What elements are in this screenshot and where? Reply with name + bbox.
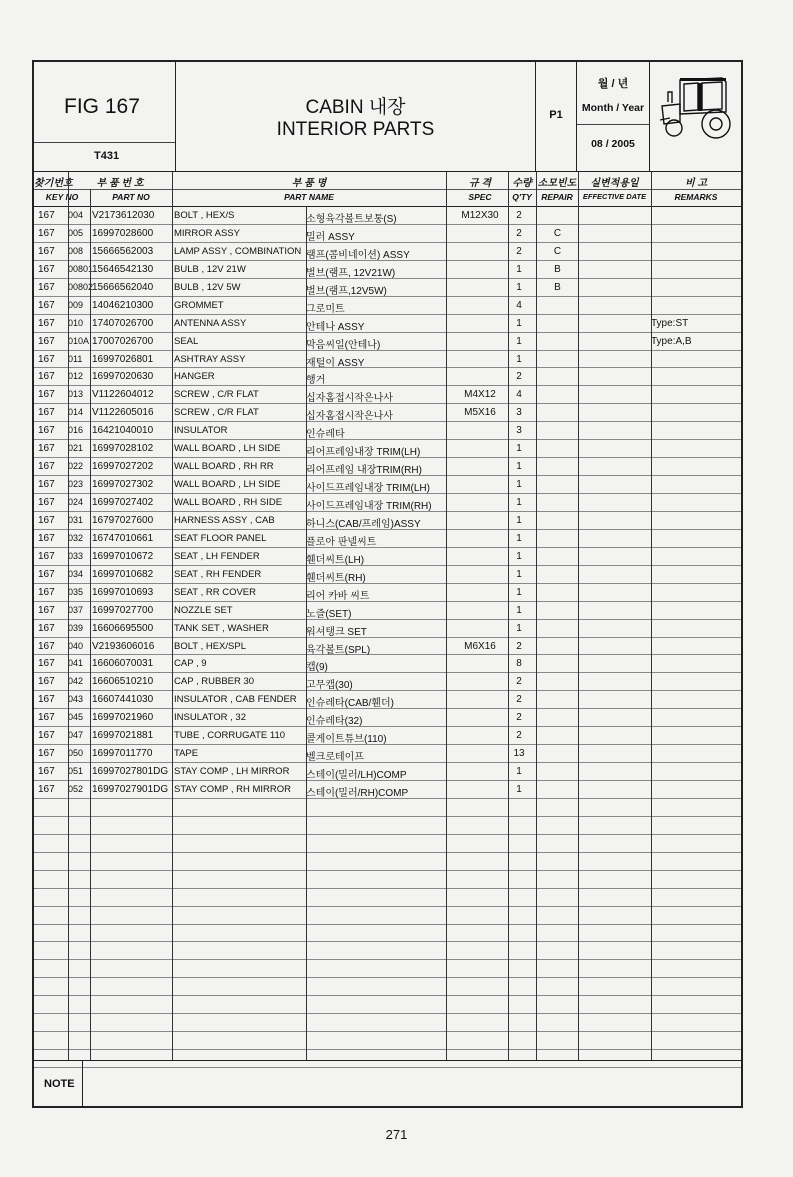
header-qty-kr: 수량 [512, 178, 532, 189]
key-number: 167 [38, 712, 55, 724]
part-name: HANGER [174, 371, 215, 383]
part-name-korean: 밀러 ASSY [306, 231, 355, 243]
part-name-korean: 휀더씨트(LH) [306, 554, 365, 566]
part-number: 16606695500 [92, 622, 154, 634]
key-sub-number: 004 [68, 210, 84, 220]
key-sub-number: 023 [68, 479, 84, 490]
key-number: 167 [38, 604, 55, 616]
part-name: INSULATOR , CAB FENDER [174, 694, 297, 706]
key-number: 167 [38, 245, 55, 257]
part-number: 16606070031 [92, 658, 154, 670]
part-name-korean: 인슈레타(32) [306, 716, 363, 728]
part-number: 16997027901DG [92, 784, 169, 795]
part-number: 17007026700 [92, 335, 154, 347]
table-row [34, 333, 741, 351]
part-number: 17407026700 [92, 317, 154, 329]
empty-row [34, 1014, 741, 1032]
note-row [34, 1060, 741, 1106]
repair-frequency: B [554, 263, 561, 275]
key-number: 167 [38, 443, 55, 455]
table-row [34, 602, 741, 620]
fig-cell [34, 62, 176, 172]
table-row [34, 566, 741, 584]
part-number: 16606510210 [92, 676, 154, 688]
key-sub-number: 010 [68, 317, 84, 328]
header-eff-kr: 실변적용일 [590, 178, 639, 189]
key-sub-number: 037 [68, 604, 84, 615]
header-eff-en: EFFECTIVE DATE [582, 192, 647, 201]
quantity: 1 [516, 586, 522, 598]
empty-row [34, 889, 741, 907]
sheet-header [34, 62, 741, 172]
quantity: 3 [516, 407, 522, 419]
key-number: 167 [38, 479, 55, 491]
part-name: TUBE , CORRUGATE 110 [174, 730, 286, 742]
key-sub-number: 031 [68, 514, 84, 525]
part-name-korean: 소형육각볼트보통(S) [306, 214, 397, 225]
key-number: 167 [38, 568, 55, 580]
quantity: 2 [516, 694, 522, 706]
part-number: 16997010693 [92, 586, 154, 598]
part-name: LAMP ASSY , COMBINATION [174, 245, 302, 257]
part-name: NOZZLE SET [174, 604, 233, 616]
spec: M5X16 [464, 407, 496, 419]
table-row [34, 494, 741, 512]
empty-row [34, 960, 741, 978]
empty-row [34, 978, 741, 996]
part-name: CAP , 9 [174, 658, 207, 670]
key-sub-number: 043 [68, 694, 84, 705]
part-name: SEAT , RH FENDER [174, 568, 262, 580]
key-sub-number: 047 [68, 730, 84, 741]
empty-row [34, 871, 741, 889]
table-row [34, 709, 741, 727]
quantity: 1 [516, 479, 522, 491]
part-name-korean: 인슈레타(CAB/휀더) [306, 698, 394, 710]
key-sub-number: 052 [68, 784, 84, 794]
part-name: WALL BOARD , LH SIDE [174, 443, 281, 455]
key-sub-number: 021 [68, 443, 84, 454]
part-name-korean: 육각볼트(SPL) [306, 644, 371, 656]
part-number: 16997010682 [92, 568, 154, 580]
key-number: 167 [38, 586, 55, 598]
part-name: MIRROR ASSY [174, 227, 240, 239]
table-row [34, 476, 741, 494]
part-name-korean: 리어프레임 내장TRIM(RH) [306, 465, 422, 477]
empty-row [34, 907, 741, 925]
key-sub-number: 042 [68, 676, 84, 687]
table-row [34, 386, 741, 404]
part-name: WALL BOARD , LH SIDE [174, 479, 281, 491]
remarks: Type:A,B [651, 335, 692, 347]
image-cell [650, 62, 741, 172]
empty-row [34, 853, 741, 871]
table-row [34, 297, 741, 315]
table-row [34, 351, 741, 369]
part-number: 16997027202 [92, 461, 154, 473]
part-name-korean: 재털이 ASSY [306, 357, 365, 369]
page-cell [536, 62, 577, 172]
part-number: 16997021960 [92, 712, 154, 724]
repair-frequency: C [553, 227, 562, 239]
part-name: SCREW , C/R FLAT [174, 407, 259, 419]
part-name-korean: 사이드프레임내장 TRIM(RH) [306, 501, 432, 512]
part-name-korean: 휀더씨트(RH) [306, 572, 366, 584]
part-name-korean: 인슈레타 [306, 429, 345, 441]
part-number: 16997020630 [92, 371, 154, 383]
part-name-korean: 십자홈접시작은나사 [306, 411, 393, 423]
quantity: 1 [516, 461, 522, 473]
key-number: 167 [38, 371, 55, 383]
part-name: BULB , 12V 21W [174, 263, 246, 275]
key-number: 167 [38, 532, 55, 544]
key-sub-number: 022 [68, 461, 84, 472]
part-number: 15646542130 [92, 263, 154, 275]
part-name: BOLT , HEX/SPL [174, 640, 246, 652]
part-name: SEAL [174, 335, 199, 347]
key-sub-number: 008 [68, 245, 84, 256]
part-name-korean: 플로아 판넬씨트 [306, 536, 377, 548]
table-row [34, 584, 741, 602]
key-number: 167 [38, 281, 55, 293]
key-number: 167 [38, 640, 55, 652]
page-number: 271 [385, 1127, 408, 1142]
part-name-korean: 캡(9) [306, 662, 328, 674]
parts-sheet [32, 60, 743, 1108]
quantity: 1 [516, 353, 522, 365]
date-cell [577, 62, 650, 172]
parts-table [34, 172, 741, 1060]
key-sub-number: 013 [68, 389, 84, 400]
empty-row [34, 799, 741, 817]
part-name: SCREW , C/R FLAT [174, 389, 259, 401]
empty-row [34, 817, 741, 835]
part-name: CAP , RUBBER 30 [174, 676, 255, 688]
header-name-en: PART NAME [284, 192, 334, 202]
title-korean: CABIN 내장 [305, 97, 406, 118]
part-number: 16797027600 [92, 514, 154, 526]
spec: M12X30 [461, 210, 499, 221]
key-number: 167 [38, 461, 55, 473]
quantity: 1 [516, 604, 522, 616]
key-number: 167 [38, 676, 55, 688]
part-name: INSULATOR [174, 425, 228, 437]
part-name-korean: 행거 [306, 375, 326, 387]
key-number: 167 [38, 730, 55, 742]
table-row [34, 691, 741, 709]
table-row [34, 440, 741, 458]
quantity: 1 [516, 514, 522, 526]
title-cell [176, 62, 536, 172]
tractor-cab-icon [658, 72, 734, 142]
header-spec-en: SPEC [468, 192, 492, 202]
key-sub-number: 024 [68, 497, 84, 507]
key-sub-number: 010A [68, 335, 90, 346]
quantity: 1 [516, 281, 522, 293]
part-number: V1122604012 [92, 389, 154, 401]
key-number: 167 [38, 407, 55, 419]
part-number: 16997026801 [92, 353, 154, 365]
part-name: HARNESS ASSY , CAB [174, 514, 275, 526]
empty-row [34, 942, 741, 960]
table-row [34, 745, 741, 763]
part-number: 16997027801DG [92, 766, 169, 778]
quantity: 2 [516, 730, 522, 742]
spec: M4X12 [464, 389, 496, 401]
quantity: 13 [513, 748, 525, 760]
title-english: INTERIOR PARTS [276, 119, 435, 140]
quantity: 4 [516, 389, 522, 401]
table-row [34, 763, 741, 781]
part-name: TAPE [174, 748, 199, 760]
quantity: 1 [516, 784, 522, 795]
header-qty-en: Q'TY [512, 192, 532, 202]
table-row [34, 404, 741, 422]
table-row [34, 458, 741, 476]
part-number: 15666562003 [92, 245, 154, 257]
part-number: 16997021881 [92, 730, 154, 742]
quantity: 1 [516, 335, 522, 347]
key-number: 167 [38, 317, 55, 329]
repair-frequency: B [554, 281, 561, 293]
part-name: ANTENNA ASSY [174, 317, 247, 329]
quantity: 1 [516, 443, 522, 455]
table-row [34, 261, 741, 279]
quantity: 2 [516, 227, 522, 239]
date-label-korean: 월 / 년 [597, 78, 629, 90]
part-number: 14046210300 [92, 299, 154, 311]
key-sub-number: 051 [68, 766, 84, 777]
note-label: NOTE [44, 1078, 75, 1090]
quantity: 1 [516, 497, 522, 508]
key-number: 167 [38, 497, 55, 508]
header-repair-kr: 소모빈도 [537, 178, 577, 189]
empty-row [34, 925, 741, 943]
header-name-kr: 부 품 명 [291, 178, 327, 189]
empty-row [34, 835, 741, 853]
header-repair-en: REPAIR [541, 192, 573, 202]
key-number: 167 [38, 748, 55, 760]
part-name-korean: 리어 카바 씨트 [306, 590, 370, 602]
quantity: 2 [516, 676, 522, 688]
part-name: GROMMET [174, 299, 224, 311]
key-sub-number: 00801 [68, 263, 94, 274]
empty-row [34, 1032, 741, 1050]
key-sub-number: 00802 [68, 281, 94, 292]
key-sub-number: 005 [68, 227, 84, 238]
key-number: 167 [38, 299, 55, 311]
table-row [34, 620, 741, 638]
table-row [34, 548, 741, 566]
part-name-korean: 그로미트 [306, 303, 345, 315]
part-number: 16607441030 [92, 694, 154, 706]
part-name: WALL BOARD , RH SIDE [174, 497, 283, 508]
table-row [34, 368, 741, 386]
header-spec-kr: 규 격 [468, 178, 492, 189]
key-number: 167 [38, 425, 55, 437]
part-name: STAY COMP , RH MIRROR [174, 784, 292, 795]
key-number: 167 [38, 658, 55, 670]
quantity: 1 [516, 622, 522, 634]
key-sub-number: 050 [68, 748, 84, 759]
part-number: 16997028102 [92, 443, 154, 455]
key-sub-number: 041 [68, 658, 84, 669]
table-row [34, 655, 741, 673]
part-name: WALL BOARD , RH RR [174, 461, 274, 473]
quantity: 1 [516, 550, 522, 562]
header-rem-kr: 비 고 [684, 178, 708, 189]
quantity: 2 [516, 210, 522, 221]
part-name-korean: 벨크로테이프 [306, 752, 364, 764]
part-number: 16997027302 [92, 479, 154, 491]
key-number: 167 [38, 210, 55, 221]
remarks: Type:ST [651, 317, 689, 329]
sheet-page: P1 [549, 109, 563, 121]
part-name: ASHTRAY ASSY [174, 353, 246, 365]
key-sub-number: 040 [68, 640, 84, 651]
part-name-korean: 리어프레임내장 TRIM(LH) [306, 447, 421, 459]
part-number: V1122605016 [92, 407, 154, 419]
key-number: 167 [38, 514, 55, 526]
table-body [34, 207, 741, 1068]
part-name-korean: 노즐(SET) [306, 608, 352, 620]
key-sub-number: 035 [68, 586, 84, 597]
key-sub-number: 012 [68, 371, 84, 382]
key-number: 167 [38, 335, 55, 347]
part-name-korean: 콜게이트튜브(110) [306, 734, 387, 746]
spec: M6X16 [464, 640, 496, 652]
part-number: 16421040010 [92, 425, 154, 437]
fig-number: FIG 167 [64, 95, 140, 118]
part-number: 16997027700 [92, 604, 154, 616]
quantity: 2 [516, 245, 522, 257]
part-name-korean: 고무캡(30) [306, 680, 353, 692]
part-name-korean: 벌브(램프, 12V21W) [306, 267, 396, 279]
quantity: 2 [516, 371, 522, 383]
part-name-korean: 하니스(CAB/프레임)ASSY [306, 518, 421, 530]
key-sub-number: 034 [68, 568, 84, 579]
key-sub-number: 011 [68, 353, 83, 364]
table-row [34, 673, 741, 691]
header-key-kr: 찾기번호 [34, 178, 73, 189]
table-row [34, 727, 741, 745]
table-row [34, 512, 741, 530]
part-name-korean: 램프(콤비네이션) ASSY [306, 249, 410, 261]
table-row [34, 530, 741, 548]
key-number: 167 [38, 227, 55, 239]
part-number: 16747010661 [92, 532, 154, 544]
key-number: 167 [38, 766, 55, 778]
key-sub-number: 014 [68, 407, 84, 418]
part-name: INSULATOR , 32 [174, 712, 246, 724]
key-number: 167 [38, 389, 55, 401]
quantity: 1 [516, 568, 522, 580]
table-row [34, 279, 741, 297]
table-row [34, 781, 741, 799]
part-name-korean: 사이드프레임내장 TRIM(LH) [306, 483, 430, 495]
key-number: 167 [38, 784, 55, 795]
part-number: 16997027402 [92, 497, 154, 508]
table-row [34, 638, 741, 656]
part-number: 16997028600 [92, 227, 154, 239]
part-name: SEAT , LH FENDER [174, 550, 260, 562]
quantity: 2 [516, 712, 522, 724]
header-rem-en: REMARKS [674, 192, 718, 202]
header-part-en: PART NO [112, 192, 150, 202]
part-name: STAY COMP , LH MIRROR [174, 766, 290, 778]
quantity: 2 [516, 640, 522, 652]
quantity: 1 [516, 532, 522, 544]
part-name-korean: 워셔탱크 SET [306, 626, 367, 638]
key-number: 167 [38, 263, 55, 275]
key-sub-number: 032 [68, 532, 84, 543]
part-name: BOLT , HEX/S [174, 210, 235, 221]
key-number: 167 [38, 550, 55, 562]
table-row [34, 207, 741, 225]
part-name-korean: 안테나 ASSY [306, 321, 365, 333]
part-name: TANK SET , WASHER [174, 622, 269, 634]
header-key-en: KEY NO [45, 192, 79, 202]
repair-frequency: C [553, 245, 562, 257]
model-code: T431 [94, 150, 120, 162]
date-label-english: Month / Year [581, 102, 645, 114]
key-sub-number: 009 [68, 299, 84, 310]
part-number: 16997010672 [92, 550, 154, 562]
empty-row [34, 996, 741, 1014]
table-row [34, 225, 741, 243]
table-row [34, 315, 741, 333]
part-name-korean: 막음씨일(안테나) [306, 339, 381, 351]
key-sub-number: 045 [68, 712, 84, 723]
part-number: 16997011770 [92, 748, 153, 760]
quantity: 4 [516, 299, 522, 311]
key-sub-number: 039 [68, 622, 84, 633]
table-row [34, 422, 741, 440]
header-part-kr: 부 품 번 호 [96, 178, 144, 189]
part-name-korean: 십자홈접시작은나사 [306, 393, 393, 405]
table-header [34, 172, 741, 207]
key-number: 167 [38, 694, 55, 706]
quantity: 1 [516, 263, 522, 275]
key-sub-number: 033 [68, 550, 84, 561]
key-number: 167 [38, 353, 55, 365]
quantity: 1 [516, 766, 522, 778]
quantity: 3 [516, 425, 522, 437]
part-number: V2193606016 [92, 640, 155, 652]
part-number: V2173612030 [92, 210, 155, 221]
part-name: SEAT FLOOR PANEL [174, 532, 267, 544]
quantity: 8 [516, 658, 522, 670]
key-sub-number: 016 [68, 425, 84, 436]
table-row [34, 243, 741, 261]
part-name: BULB , 12V 5W [174, 281, 241, 293]
part-number: 15666562040 [92, 281, 154, 293]
part-name-korean: 스테이(밀러/LH)COMP [306, 770, 407, 782]
key-number: 167 [38, 622, 55, 634]
part-name-korean: 벌브(램프,12V5W) [306, 285, 387, 297]
date-value: 08 / 2005 [591, 138, 635, 150]
quantity: 1 [516, 317, 522, 329]
part-name-korean: 스테이(밀러/RH)COMP [306, 788, 409, 799]
part-name: SEAT , RR COVER [174, 586, 256, 598]
